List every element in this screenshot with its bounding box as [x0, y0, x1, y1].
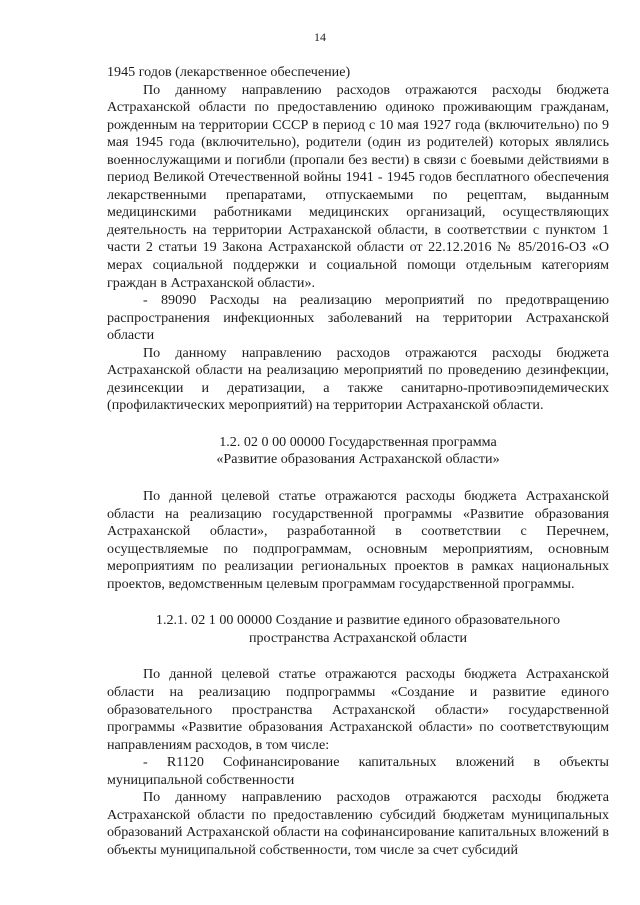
- paragraph-drug-provision: По данному направлению расходов отражаются расходы бюджета Астраханской области по предоставлению одиноко проживающим гражданам, рожденным на территории СССР в период с 10 мая 1927 года (включительно) по 9 мая 1945 года (включительно), родители (один из родителей) которых являлись военнослужащими и погибли (пропали без вести) в связи с боевыми действиями в период Великой Отечественной войны 1941 - 1945 годов бесплатного обеспечения лекарственными препаратами, отпускаемыми по рецептам, выданным медицинскими работниками медицинских организаций, осуществляющих деятельность на территории Астраханской области, в соответствии с пунктом 1 части 2 статьи 19 Закона Астраханской области от 22.12.2016 № 85/2016-ОЗ «О мерах социальной поддержки и социальной помощи отдельным категориям граждан в Астраханской области».: [107, 81, 609, 291]
- paragraph-subsidies: По данному направлению расходов отражаются расходы бюджета Астраханской области по предоставлению субсидий бюджетам муниципальных образований Астраханской области на софинансирование капитальных вложений в объекты муниципальной собственности, том числе за счет субсидий: [107, 789, 609, 858]
- paragraph-education-program: По данной целевой статье отражаются расходы бюджета Астраханской области на реализацию государственной программы «Развитие образования Астраханской области», разработанной в соответствии с Перечнем, осуществляемые по подпрограммам, основным мероприятиям, основным мероприятиям по реализации региональных проектов в рамках национальных проектов, ведомственным целевым программам государственной программы.: [107, 488, 609, 592]
- list-item-89090: - 89090 Расходы на реализацию мероприятий по предотвращению распространения инфекционных заболеваний на территории Астраханской области: [107, 292, 609, 344]
- section-heading-1-2: [107, 434, 609, 469]
- paragraph-disinfection: По данному направлению расходов отражаются расходы бюджета Астраханской области на реализацию мероприятий по проведению дезинфекции, дезинсекции и дератизации, а также санитарно-противоэпидемических (профилактических мероприятий) на территории Астраханской области.: [107, 344, 609, 414]
- section-heading-line: пространства Астраханской области: [248, 629, 468, 646]
- page-content: [107, 64, 609, 859]
- list-item-R1120: - R1120 Софинансирование капитальных вложений в объекты муниципальной собственности: [107, 754, 609, 788]
- section-heading-1-2-1: [107, 612, 609, 647]
- paragraph-continuation: 1945 годов (лекарственное обеспечение): [107, 64, 351, 80]
- section-heading-line: 1.2.1. 02 1 00 00000 Создание и развитие единого образовательного: [155, 612, 561, 629]
- section-heading-line: 1.2. 02 0 00 00000 Государственная программа: [219, 433, 497, 450]
- paragraph-subprogram: По данной целевой статье отражаются расходы бюджета Астраханской области на реализацию подпрограммы «Создание и развитие единого образовательного пространства Астраханской области» государственной программы «Развитие образования Астраханской области» по соответствующим направлениям расходов, в том числе:: [107, 666, 609, 753]
- page-number: 14: [314, 30, 326, 44]
- section-heading-line: «Развитие образования Астраханской области»: [216, 451, 500, 468]
